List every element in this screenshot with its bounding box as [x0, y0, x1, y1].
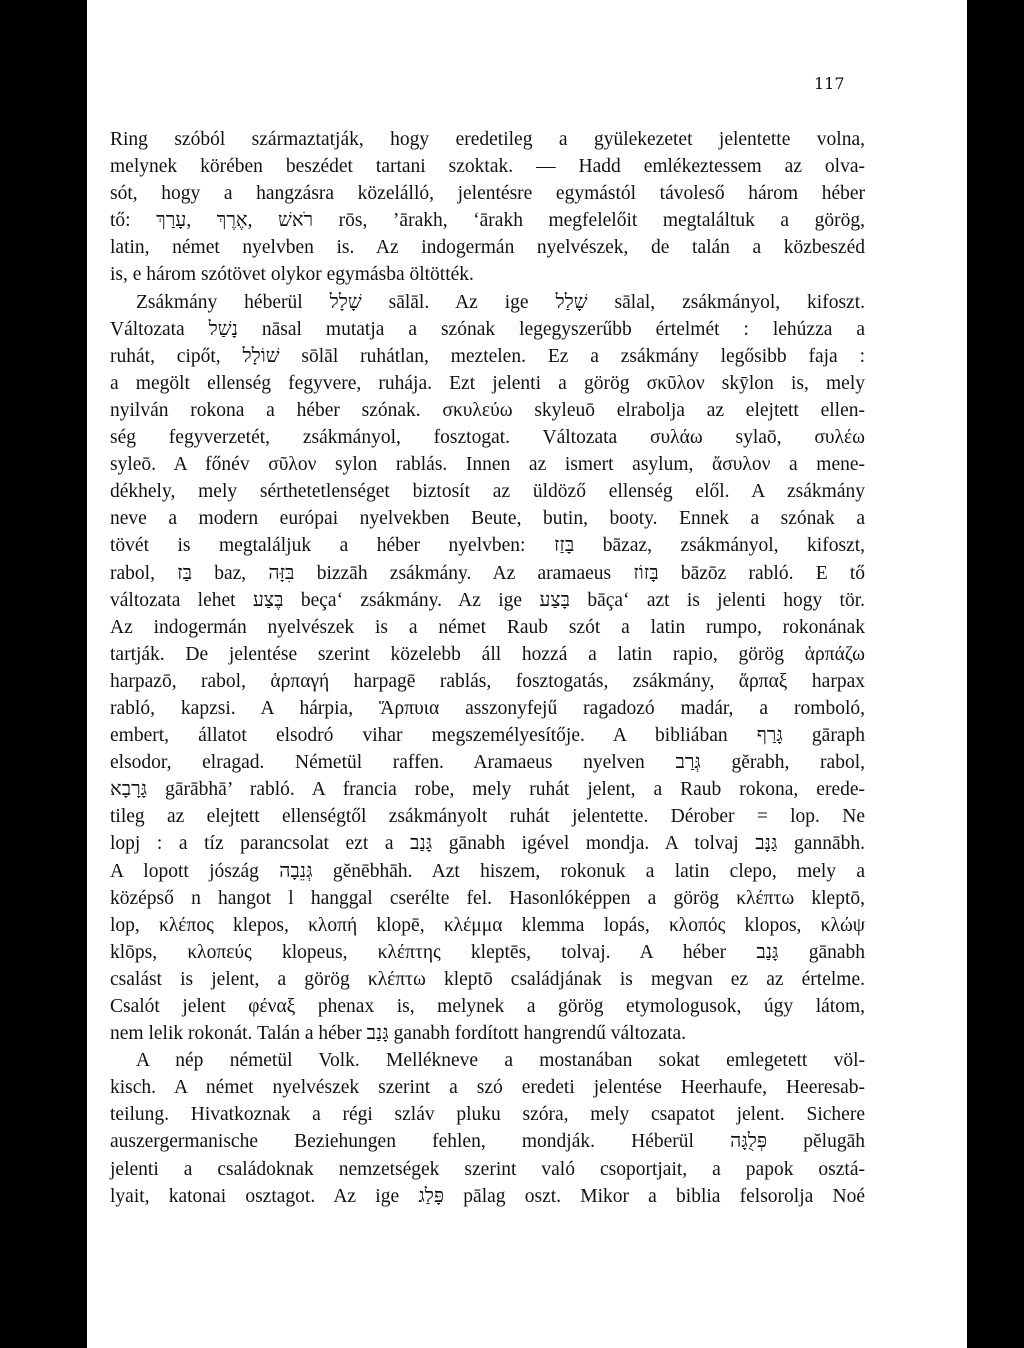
- text-line: rabló, kapzsi. A hárpia, Ἅρπυια asszonyfejű ragadozó madár, a romboló,: [110, 697, 865, 719]
- text-line: A nép németül Volk. Mellékneve a mostanában sokat emlegetett völ-: [136, 1050, 865, 1072]
- text-line: tő: רֹאשׁ ,אֶרֶךְ ,עָרַךְ rōs, ’ārakh, ‘ārakh megfelelőit megtaláltuk a görög,: [110, 210, 865, 232]
- text-line: kisch. A német nyelvészek szerint a szó eredeti jelentése Heerhaufe, Heeresab-: [110, 1077, 865, 1099]
- text-line: ruhát, cipőt, שׁוֹלָל sōlāl ruhátlan, meztelen. Ez a zsákmány legősibb faja :: [110, 345, 865, 367]
- text-line: Ring szóból származtatják, hogy eredetileg a gyülekezetet jelentette volna,: [110, 129, 865, 150]
- text-line: auszergermanische Beziehungen fehlen, mondják. Héberül פְּלֻגָּה pĕlugāh: [110, 1131, 865, 1153]
- text-line: syleō. A főnév σῦλον sylon rablás. Innen az ismert asylum, ἄσυλον a mene-: [110, 454, 865, 476]
- text-line: jelenti a családoknak nemzetségek szerint való csoportjait, a papok osztá-: [110, 1158, 865, 1180]
- text-line: tartják. De jelentése szerint közelebb áll hozzá a latin rapio, görög ἁρπάζω: [110, 643, 865, 665]
- text-line: lop, κλέπος klepos, κλοπή klopē, κλέμμα klemma lopás, κλοπός klopos, κλώψ: [110, 914, 865, 936]
- text-line: lopj : a tíz parancsolat ezt a גָּנַב gānabh igével mondja. A tolvaj גַּנָּב gannābh.: [110, 833, 865, 855]
- text-line: változata lehet בֶּצַע beça‘ zsákmány. Az ige בָּצַע bāça‘ azt is jelenti hogy tör.: [110, 589, 865, 611]
- text-line: גָּרָבָא gārābhā’ rabló. A francia robe, mely ruhát jelent, a Raub rokona, erede-: [110, 779, 865, 801]
- text-line: középső n hangot l hanggal cserélte fel. Hasonlóképpen a görög κλέπτω kleptō,: [110, 887, 865, 909]
- text-line: sót, hogy a hangzásra közelálló, jelentésre egymástól távoleső három héber: [110, 183, 865, 205]
- text-line: Csalót jelent φέναξ phenax is, melynek a görög etymologusok, úgy látom,: [110, 996, 865, 1017]
- text-line: lyait, katonai osztagot. Az ige פָּלַג pālag oszt. Mikor a biblia felsorolja Noé: [110, 1185, 865, 1207]
- text-line: klōps, κλοπεύς klopeus, κλέπτης kleptēs, tolvaj. A héber גָּנַב gānabh: [110, 941, 865, 963]
- text-line: melynek körében beszédet tartani szoktak. — Hadd emlékeztessem az olva-: [110, 156, 865, 178]
- text-line: embert, állatot elsodró vihar megszemélyesítője. A bibliában גָּרַף gāraph: [110, 725, 865, 747]
- text-line: Az indogermán nyelvészek is a német Raub szót a latin rumpo, rokonának: [110, 616, 865, 638]
- text-line: rabol, בַּז baz, בִּזָּה bizzāh zsákmány. Az aramaeus בָּזוֹז bāzōz rabló. E tő: [110, 562, 865, 584]
- text-line: tövét is megtaláljuk a héber nyelvben: בָּזַז bāzaz, zsákmányol, kifoszt,: [110, 535, 865, 557]
- text-line: neve a modern európai nyelvekben Beute, butin, booty. Ennek a szónak a: [110, 508, 865, 530]
- text-line: teilung. Hivatkoznak a régi szláv pluku szóra, mely csapatot jelent. Sichere: [110, 1104, 865, 1126]
- text-line: A lopott jószág גְּנֵבָה gĕnēbhāh. Azt hiszem, rokonuk a latin clepo, mely a: [110, 860, 865, 882]
- text-line: harpazō, rabol, ἁρπαγή harpagē rablás, fosztogatás, zsákmány, ἅρπαξ harpax: [110, 670, 865, 692]
- text-line: nem lelik rokonát. Talán a héber גָּנַב ganabh fordított hangrendű változata.: [110, 1023, 687, 1045]
- body-text: [110, 126, 865, 1210]
- text-line: is, e három szótövet olykor egymásba öltötték.: [110, 264, 474, 286]
- book-page: [87, 0, 967, 1348]
- text-line: latin, német nyelvben is. Az indogermán nyelvészek, de talán a közbeszéd: [110, 237, 865, 259]
- text-line: a megölt ellenség fegyvere, ruhája. Ezt jelenti a görög σκῦλον skȳlon is, mely: [110, 372, 865, 394]
- text-line: Változata נָשַׁל nāsal mutatja a szónak legegyszerűbb értelmét : lehúzza a: [110, 318, 865, 340]
- text-line: dékhely, mely sérthetetlenséget biztosít az üldöző ellenség elől. A zsákmány: [110, 481, 865, 503]
- text-line: elsodor, elragad. Németül raffen. Aramaeus nyelven גְּרַב gĕrabh, rabol,: [110, 752, 865, 774]
- text-line: tileg az elejtett ellenségtől zsákmányolt ruhát jelentette. Dérober = lop. Ne: [110, 806, 865, 828]
- text-line: nyilván rokona a héber szónak. σκυλεύω skyleuō elrabolja az elejtett ellen-: [110, 399, 865, 421]
- page-number: 117: [814, 74, 845, 93]
- text-line: Zsákmány héberül שָׁלָל sālāl. Az ige שָׁלַל sālal, zsákmányol, kifoszt.: [136, 291, 865, 313]
- text-line: ség fegyverzetét, zsákmányol, fosztogat. Változata συλάω sylaō, συλέω: [110, 427, 865, 449]
- text-line: csalást is jelent, a görög κλέπτω kleptō családjának is megvan ez az értelme.: [110, 968, 865, 990]
